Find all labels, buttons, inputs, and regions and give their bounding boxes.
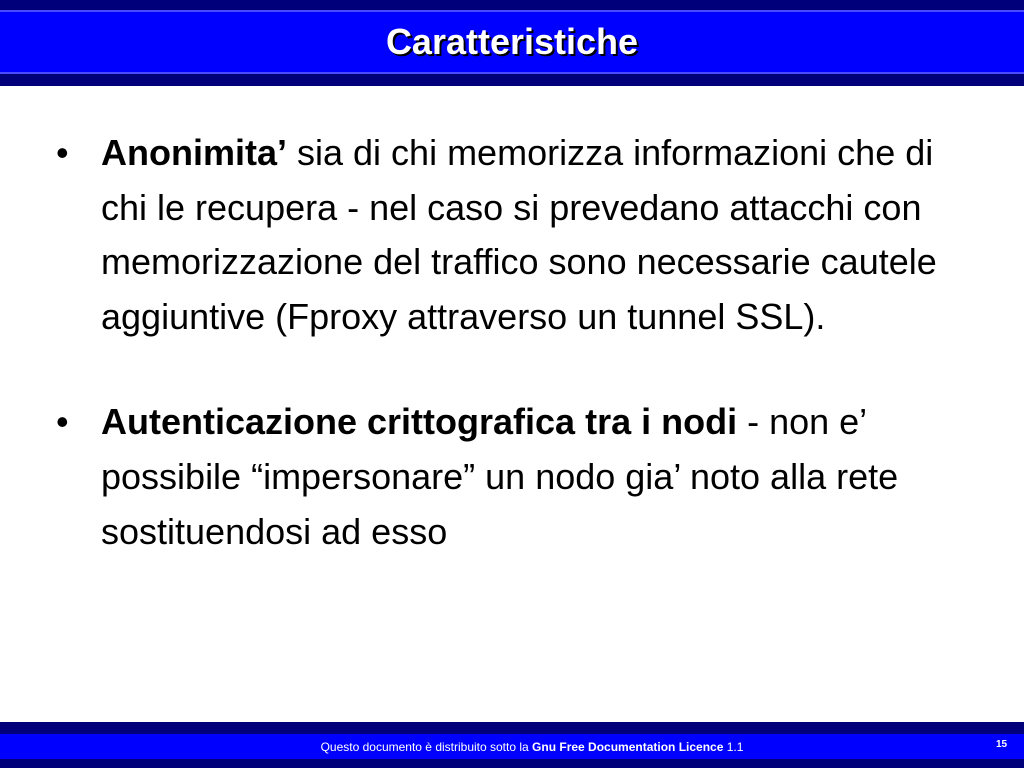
bullet-term: Anonimita’ bbox=[101, 132, 287, 173]
bullet-term: Autenticazione crittografica tra i nodi bbox=[101, 401, 738, 443]
bullet-marker: • bbox=[56, 132, 69, 173]
footer-dark-band-bottom bbox=[0, 759, 1024, 768]
footer-text-before: Questo documento è distribuito sotto la bbox=[320, 740, 533, 754]
footer-text-after: 1.1 bbox=[723, 740, 744, 754]
bullet-item-authentication bbox=[56, 395, 976, 559]
bullet-text: sia di chi memorizza informazioni che di chi le recupera - nel caso si prevedano attacchi con memorizzazione del traffico sono necessarie cautele aggiuntive (Fproxy attraverso un tunnel SSL). bbox=[101, 132, 937, 337]
footer-dark-band-top bbox=[0, 722, 1024, 734]
header-divider-line bbox=[0, 10, 1024, 12]
header-dark-band-top bbox=[0, 0, 1024, 10]
slide-title: Caratteristiche bbox=[385, 21, 639, 62]
bullet-text: - non e’ possibile “impersonare” un nodo gia’ noto alla rete sostituendosi ad esso bbox=[101, 401, 899, 552]
footer-banner bbox=[0, 722, 1024, 768]
header-dark-band-bottom bbox=[0, 74, 1024, 86]
slide-content bbox=[56, 126, 976, 559]
header-banner bbox=[0, 0, 1024, 86]
footer-licence-name: Gnu Free Documentation Licence bbox=[532, 740, 724, 754]
page-number: 15 bbox=[996, 739, 1008, 750]
bullet-marker: • bbox=[56, 401, 69, 443]
bullet-item-anonymity bbox=[56, 126, 976, 344]
footer-licence-notice bbox=[0, 738, 1024, 756]
